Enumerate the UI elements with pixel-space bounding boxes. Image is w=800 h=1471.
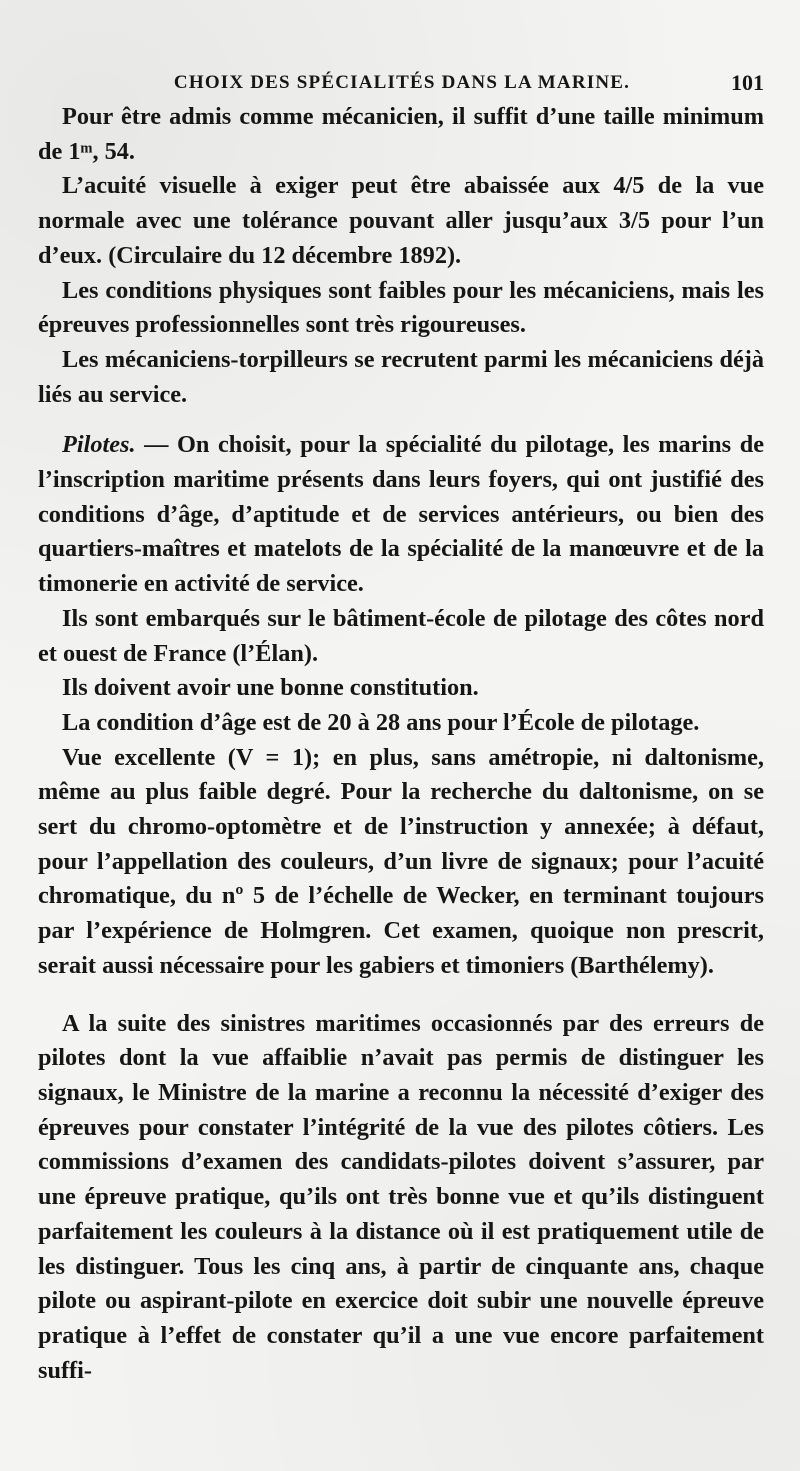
page-number: 101 xyxy=(731,70,764,95)
section-lead-pilotes: Pilotes. xyxy=(62,431,136,459)
running-title: CHOIX DES SPÉCIALITÉS DANS LA MARINE. xyxy=(173,72,631,93)
paragraph-pilotes xyxy=(38,428,764,602)
section-gap xyxy=(38,412,764,428)
paragraph-conditions-physiques: Les conditions physiques sont faibles pour les mécaniciens, mais les épreuves professionnelles sont très rigoureuses. xyxy=(38,276,764,339)
paragraph-mecaniciens-torpilleurs: Les mécaniciens-torpilleurs se recrutent parmi les mécaniciens déjà liés au service. xyxy=(38,345,764,408)
paragraph-constitution: Ils doivent avoir une bonne constitution. xyxy=(62,674,479,702)
paragraph-embarques: Ils sont embarqués sur le bâtiment-école de pilotage des côtes nord et ouest de France (l’Élan). xyxy=(38,604,764,667)
paragraph-pilotes-text: — On choisit, pour la spécialité du pilotage, les marins de l’inscription maritime présents dans leurs foyers, qui ont justifié des conditions d’âge, d’aptitude et de services antérieurs, ou bien des quartiers-maîtres et matelots de la spécialité de la manœuvre et de la timonerie en activité de service. xyxy=(38,431,764,598)
paragraph-mecanicien-taille: Pour être admis comme mécanicien, il suffit d’une taille minimum de 1ᵐ, 54. xyxy=(38,103,764,165)
body-text xyxy=(38,100,764,1388)
paragraph-acuite-visuelle: L’acuité visuelle à exiger peut être abaissée aux 4/5 de la vue normale avec une tolérance pouvant aller jusqu’aux 3/5 pour l’un d’eux. (Circulaire du 12 décembre 1892). xyxy=(38,172,764,269)
paragraph-vue-excellente: Vue excellente (V = 1); en plus, sans amétropie, ni daltonisme, même au plus faible degré. Pour la recherche du daltonisme, on se sert du chromo-optomètre et de l’instruction y annexée; à défaut, pour l’appellation des couleurs, d’un livre de signaux; pour l’acuité chromatique, du nº 5 de l’échelle de Wecker, en terminant toujours par l’expérience de Holmgren. Cet examen, quoique non prescrit, serait aussi nécessaire pour les gabiers et timoniers (Barthélemy). xyxy=(38,743,764,979)
section-gap xyxy=(38,984,764,1007)
paragraph-sinistres-maritimes: A la suite des sinistres maritimes occasionnés par des erreurs de pilotes dont la vue affaiblie n’avait pas permis de distinguer les signaux, le Ministre de la marine a reconnu la nécessité d’exiger des épreuves pour constater l’intégrité de la vue des pilotes côtiers. Les commissions d’examen des candidats-pilotes doivent s’assurer, par une épreuve pratique, qu’ils ont très bonne vue et qu’ils distinguent parfaitement les couleurs à la distance où il est pratiquement utile de les distinguer. Tous les cinq ans, à partir de cinquante ans, chaque pilote ou aspirant-pilote en exercice doit subir une nouvelle épreuve pratique à l’effet de constater qu’il a une vue encore parfaitement suffi- xyxy=(38,1009,764,1384)
paragraph-condition-age: La condition d’âge est de 20 à 28 ans pour l’École de pilotage. xyxy=(62,708,700,736)
page-header xyxy=(40,66,764,100)
